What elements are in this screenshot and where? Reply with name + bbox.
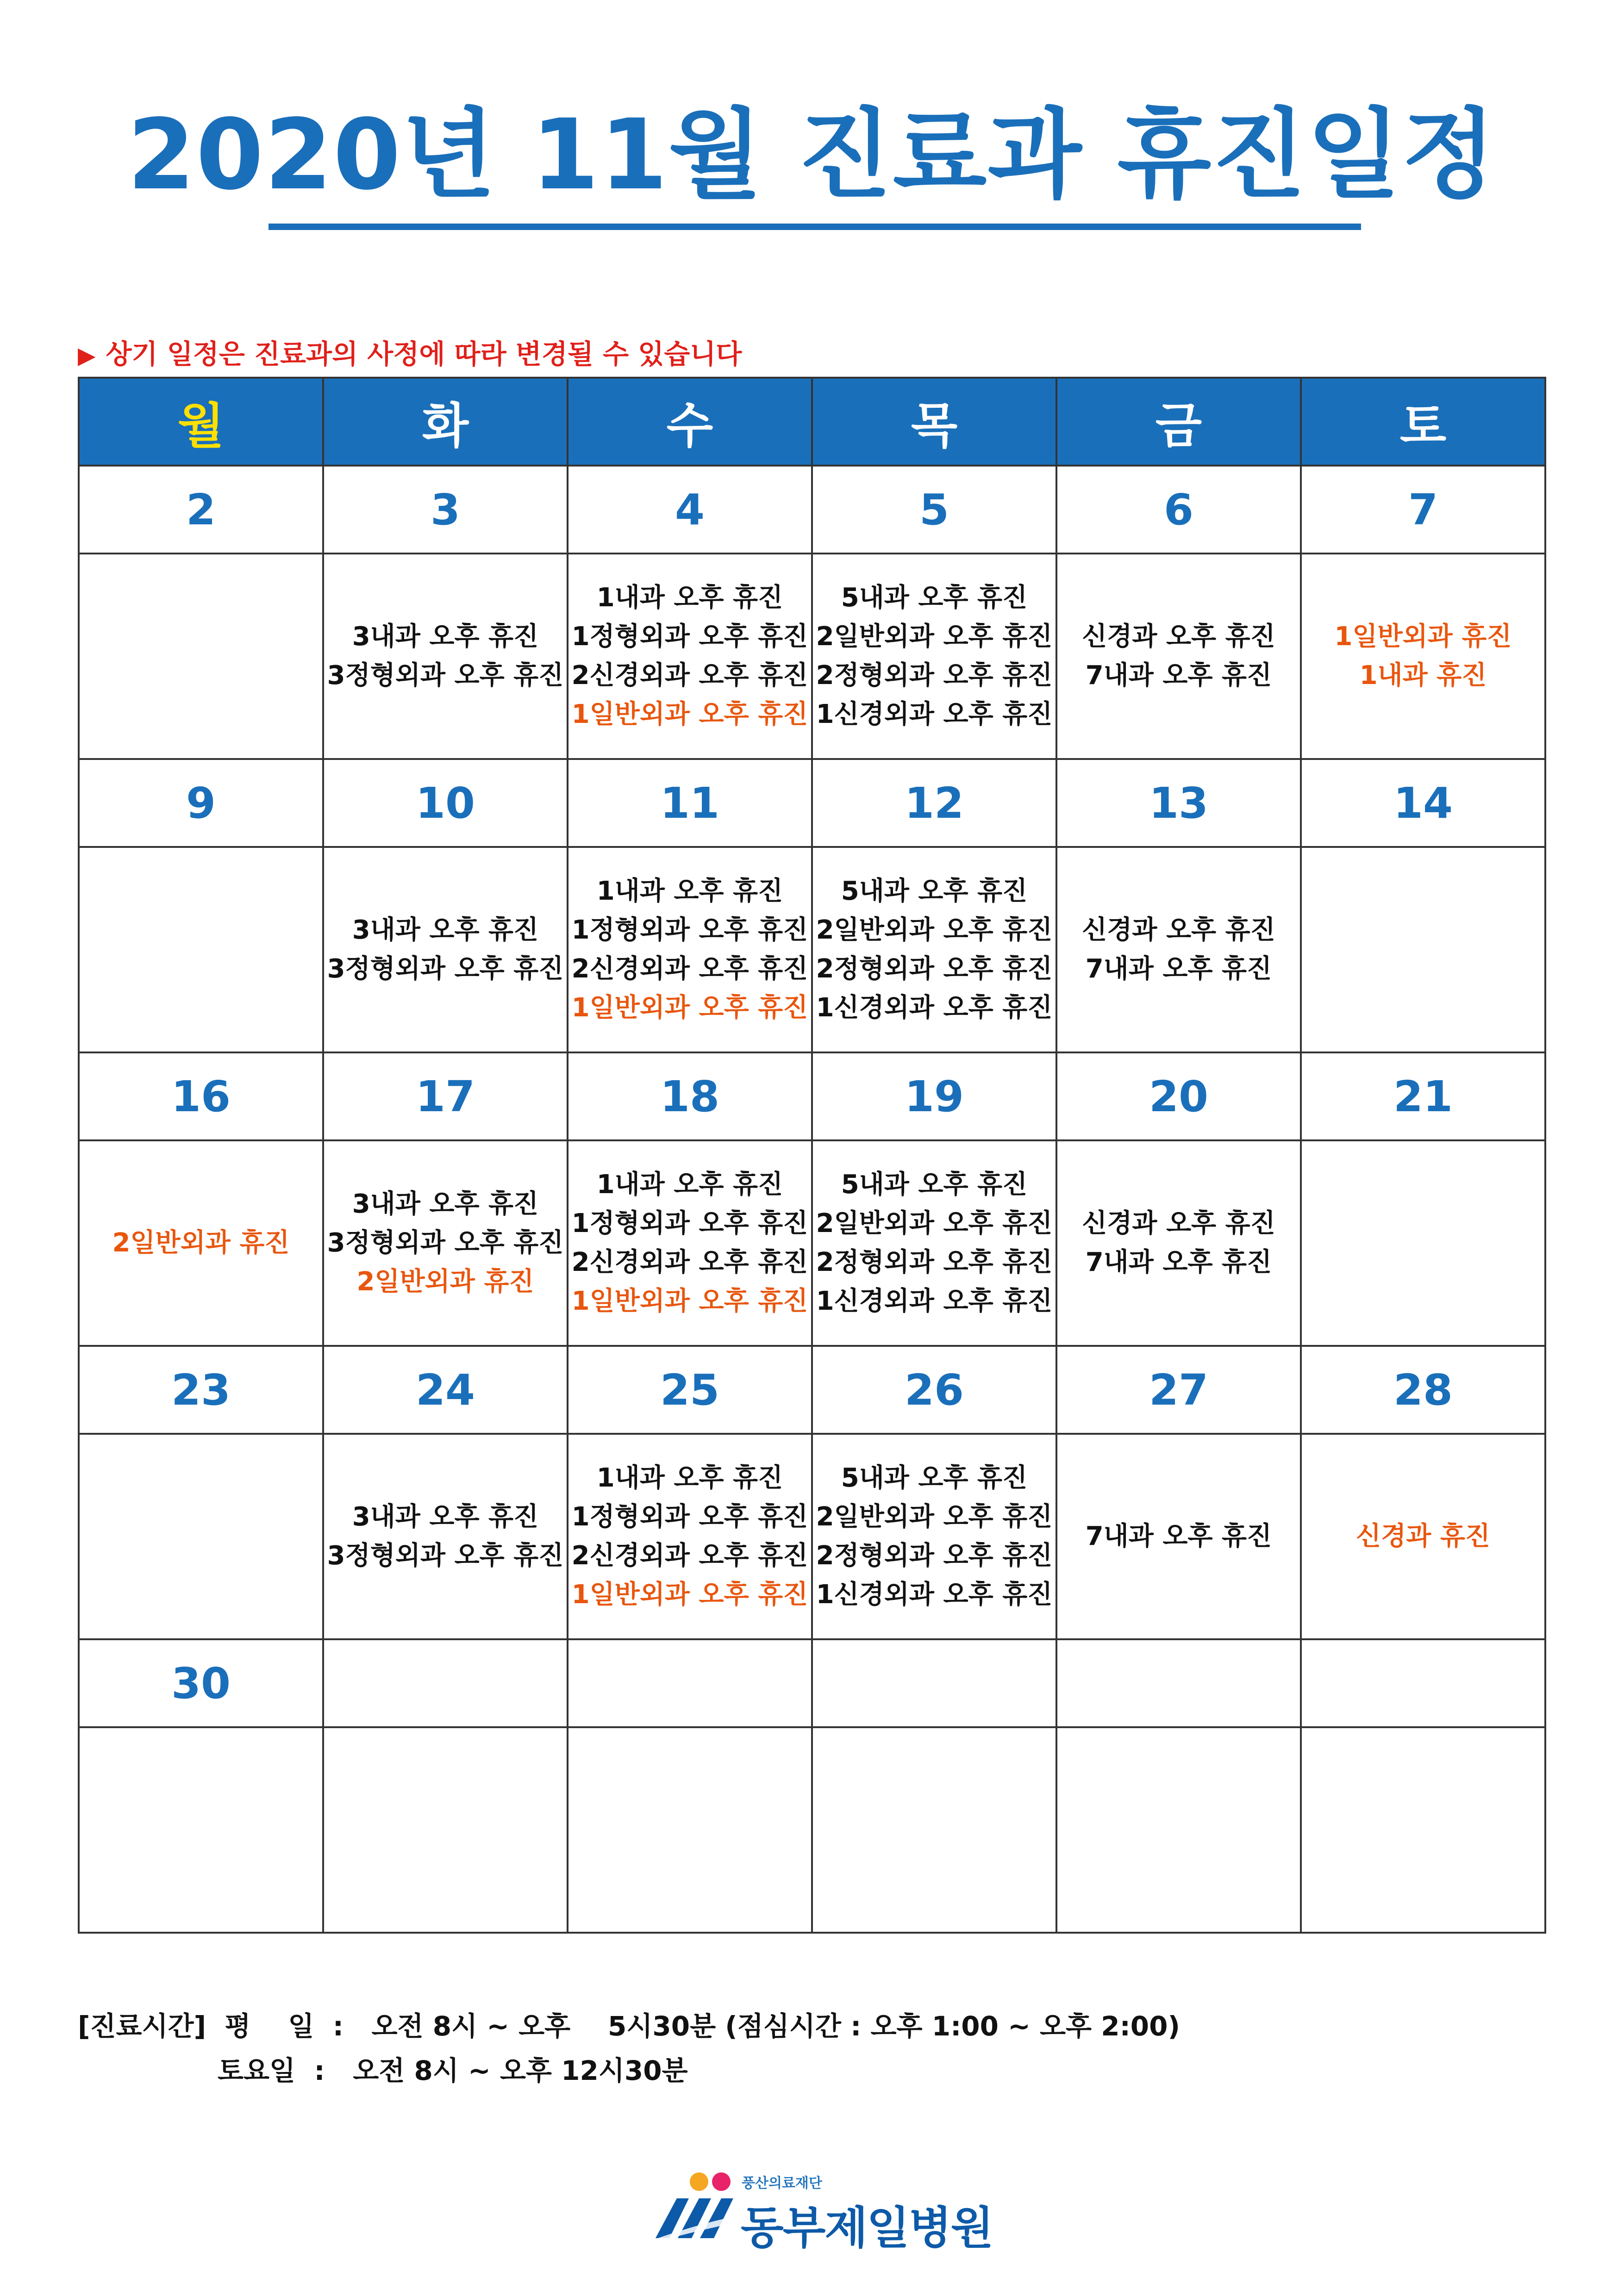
- events-cell: [1301, 847, 1545, 1052]
- date-cell: 13: [1056, 759, 1301, 847]
- hours-separator: :: [332, 2010, 344, 2042]
- date-cell: 23: [79, 1346, 323, 1434]
- events-cell: [1301, 1140, 1545, 1346]
- closure-entry: 1일반외과 휴진: [1334, 622, 1512, 652]
- closure-entry: 3정형외과 오후 휴진: [327, 1541, 564, 1571]
- date-cell: 10: [323, 759, 568, 847]
- closure-entry: 5내과 오후 휴진: [841, 1463, 1028, 1493]
- closure-entry: 3정형외과 오후 휴진: [327, 660, 564, 691]
- hours-label: [진료시간]: [78, 2010, 206, 2042]
- closure-entry: 1신경외과 오후 휴진: [816, 993, 1053, 1023]
- date-cell: [1301, 1639, 1545, 1727]
- events-cell: [323, 554, 568, 759]
- events-cell: [323, 847, 568, 1052]
- date-cell: 7: [1301, 466, 1545, 554]
- date-cell: [812, 1639, 1056, 1727]
- hours-weekday-text: 오전 8시 ~ 오후 5시30분 (점심시간 : 오후 1:00 ~ 오후 2:00): [371, 2010, 1181, 2042]
- events-cell: [812, 1140, 1056, 1346]
- closure-entry: 3내과 오후 휴진: [352, 915, 539, 945]
- hours-saturday-label: 토요일: [218, 2055, 296, 2086]
- date-cell: [1056, 1639, 1301, 1727]
- events-row: [79, 847, 1545, 1052]
- closure-entry: 2신경외과 오후 휴진: [571, 660, 808, 691]
- hospital-logo: [653, 2166, 993, 2254]
- closure-entry: 7내과 오후 휴진: [1085, 954, 1272, 984]
- date-cell: 11: [568, 759, 812, 847]
- date-cell: 9: [79, 759, 323, 847]
- events-cell: [1056, 847, 1301, 1052]
- date-cell: 28: [1301, 1346, 1545, 1434]
- closure-entry: 2정형외과 오후 휴진: [816, 660, 1053, 691]
- logo-dots: [690, 2172, 734, 2193]
- events-row: [79, 1140, 1545, 1346]
- closure-entry: 5내과 오후 휴진: [841, 583, 1028, 613]
- closure-entry: 1일반외과 오후 휴진: [571, 1580, 808, 1610]
- events-cell: [812, 554, 1056, 759]
- logo-wave-icon: [653, 2192, 741, 2243]
- closure-entry: 2정형외과 오후 휴진: [816, 1247, 1053, 1277]
- date-row: [79, 1346, 1545, 1434]
- date-cell: [323, 1639, 568, 1727]
- date-cell: 18: [568, 1052, 812, 1140]
- closure-entry: 1일반외과 오후 휴진: [571, 993, 808, 1023]
- logo-hospital-name: 동부제일병원: [741, 2202, 993, 2254]
- closure-entry: 1내과 휴진: [1359, 660, 1487, 691]
- closure-entry: 2일반외과 오후 휴진: [816, 622, 1053, 652]
- closure-entry: 1내과 오후 휴진: [596, 876, 783, 906]
- events-cell: [323, 1434, 568, 1639]
- logo-foundation-name: 풍산의료재단: [742, 2175, 822, 2191]
- closure-entry: 1신경외과 오후 휴진: [816, 1580, 1053, 1610]
- schedule-calendar: [78, 377, 1546, 1934]
- events-cell: [1301, 1727, 1545, 1933]
- date-cell: 20: [1056, 1052, 1301, 1140]
- closure-entry: 1내과 오후 휴진: [596, 1463, 783, 1493]
- events-cell: [1056, 554, 1301, 759]
- date-cell: 21: [1301, 1052, 1545, 1140]
- closure-entry: 3정형외과 오후 휴진: [327, 954, 564, 984]
- closure-entry: 3내과 오후 휴진: [352, 622, 539, 652]
- closure-entry: 1정형외과 오후 휴진: [571, 1502, 808, 1532]
- hours-saturday-line: [78, 2048, 1180, 2093]
- date-cell: 14: [1301, 759, 1545, 847]
- notice-arrow-icon: ▶: [78, 342, 96, 369]
- date-row: [79, 1052, 1545, 1140]
- events-row: [79, 554, 1545, 759]
- events-cell: [812, 1434, 1056, 1639]
- weekday-tue: 화: [323, 378, 568, 466]
- closure-entry: 1내과 오후 휴진: [596, 583, 783, 613]
- events-row: [79, 1434, 1545, 1639]
- closure-entry: 신경과 오후 휴진: [1082, 1208, 1275, 1238]
- date-cell: 24: [323, 1346, 568, 1434]
- closure-entry: 2정형외과 오후 휴진: [816, 1541, 1053, 1571]
- date-cell: 6: [1056, 466, 1301, 554]
- events-cell: [568, 1727, 812, 1933]
- weekday-fri: 금: [1056, 378, 1301, 466]
- events-cell: [79, 1434, 323, 1639]
- date-row: [79, 759, 1545, 847]
- closure-entry: 2정형외과 오후 휴진: [816, 954, 1053, 984]
- hours-saturday-text: 오전 8시 ~ 오후 12시30분: [353, 2055, 688, 2086]
- date-cell: 26: [812, 1346, 1056, 1434]
- closure-entry: 3내과 오후 휴진: [352, 1502, 539, 1532]
- closure-entry: 1내과 오후 휴진: [596, 1170, 783, 1200]
- closure-entry: 2일반외과 휴진: [356, 1267, 534, 1297]
- events-cell: [1301, 1434, 1545, 1639]
- weekday-thu: 목: [812, 378, 1056, 466]
- closure-entry: 2일반외과 오후 휴진: [816, 915, 1053, 945]
- weekday-mon: 월: [79, 378, 323, 466]
- closure-entry: 신경과 휴진: [1356, 1521, 1490, 1551]
- closure-entry: 신경과 오후 휴진: [1082, 622, 1275, 652]
- hours-weekday-label: 평 일: [225, 2010, 314, 2042]
- closure-entry: 5내과 오후 휴진: [841, 1170, 1028, 1200]
- logo-dot-orange-icon: [690, 2172, 708, 2191]
- clinic-hours: [78, 2004, 1180, 2093]
- date-cell: [568, 1639, 812, 1727]
- closure-entry: 1일반외과 오후 휴진: [571, 699, 808, 729]
- closure-entry: 1정형외과 오후 휴진: [571, 622, 808, 652]
- events-cell: [323, 1140, 568, 1346]
- closure-entry: 7내과 오후 휴진: [1085, 660, 1272, 691]
- events-cell: [568, 847, 812, 1052]
- closure-entry: 1신경외과 오후 휴진: [816, 699, 1053, 729]
- date-cell: 3: [323, 466, 568, 554]
- date-cell: 2: [79, 466, 323, 554]
- notice-text: 상기 일정은 진료과의 사정에 따라 변경될 수 있습니다: [106, 338, 742, 370]
- logo-dot-pink-icon: [712, 2172, 731, 2191]
- events-cell: [812, 847, 1056, 1052]
- closure-entry: 2일반외과 오후 휴진: [816, 1502, 1053, 1532]
- closure-entry: 2신경외과 오후 휴진: [571, 1247, 808, 1277]
- closure-entry: 1일반외과 오후 휴진: [571, 1286, 808, 1316]
- closure-entry: 7내과 오후 휴진: [1085, 1247, 1272, 1277]
- closure-entry: 2일반외과 휴진: [112, 1228, 290, 1258]
- events-cell: [1056, 1727, 1301, 1933]
- closure-entry: 2일반외과 오후 휴진: [816, 1208, 1053, 1238]
- events-cell: [79, 554, 323, 759]
- closure-entry: 3내과 오후 휴진: [352, 1189, 539, 1219]
- events-cell: [1056, 1434, 1301, 1639]
- closure-entry: 7내과 오후 휴진: [1085, 1521, 1272, 1551]
- date-cell: 19: [812, 1052, 1056, 1140]
- closure-entry: 5내과 오후 휴진: [841, 876, 1028, 906]
- date-row: [79, 466, 1545, 554]
- closure-entry: 1정형외과 오후 휴진: [571, 1208, 808, 1238]
- events-cell: [323, 1727, 568, 1933]
- events-cell: [568, 554, 812, 759]
- date-row: [79, 1639, 1545, 1727]
- page-title: 2020년 11월 진료과 휴진일정: [127, 98, 1497, 212]
- weekday-wed: 수: [568, 378, 812, 466]
- date-cell: 25: [568, 1346, 812, 1434]
- events-cell: [79, 1727, 323, 1933]
- date-cell: 4: [568, 466, 812, 554]
- closure-entry: 2신경외과 오후 휴진: [571, 954, 808, 984]
- closure-entry: 2신경외과 오후 휴진: [571, 1541, 808, 1571]
- date-cell: 16: [79, 1052, 323, 1140]
- date-cell: 30: [79, 1639, 323, 1727]
- events-cell: [568, 1140, 812, 1346]
- events-cell: [1056, 1140, 1301, 1346]
- date-cell: 27: [1056, 1346, 1301, 1434]
- closure-entry: 1신경외과 오후 휴진: [816, 1286, 1053, 1316]
- title-underline: [269, 224, 1361, 230]
- closure-entry: 3정형외과 오후 휴진: [327, 1228, 564, 1258]
- weekday-sat: 토: [1301, 378, 1545, 466]
- closure-entry: 신경과 오후 휴진: [1082, 915, 1275, 945]
- hours-weekday-line: [78, 2004, 1180, 2048]
- events-cell: [79, 1140, 323, 1346]
- events-cell: [812, 1727, 1056, 1933]
- date-cell: 17: [323, 1052, 568, 1140]
- events-cell: [1301, 554, 1545, 759]
- date-cell: 12: [812, 759, 1056, 847]
- weekday-header-row: [79, 378, 1545, 466]
- notice: [78, 332, 742, 371]
- events-cell: [568, 1434, 812, 1639]
- events-cell: [79, 847, 323, 1052]
- date-cell: 5: [812, 466, 1056, 554]
- closure-entry: 1정형외과 오후 휴진: [571, 915, 808, 945]
- events-row: [79, 1727, 1545, 1933]
- hours-separator: :: [314, 2055, 325, 2086]
